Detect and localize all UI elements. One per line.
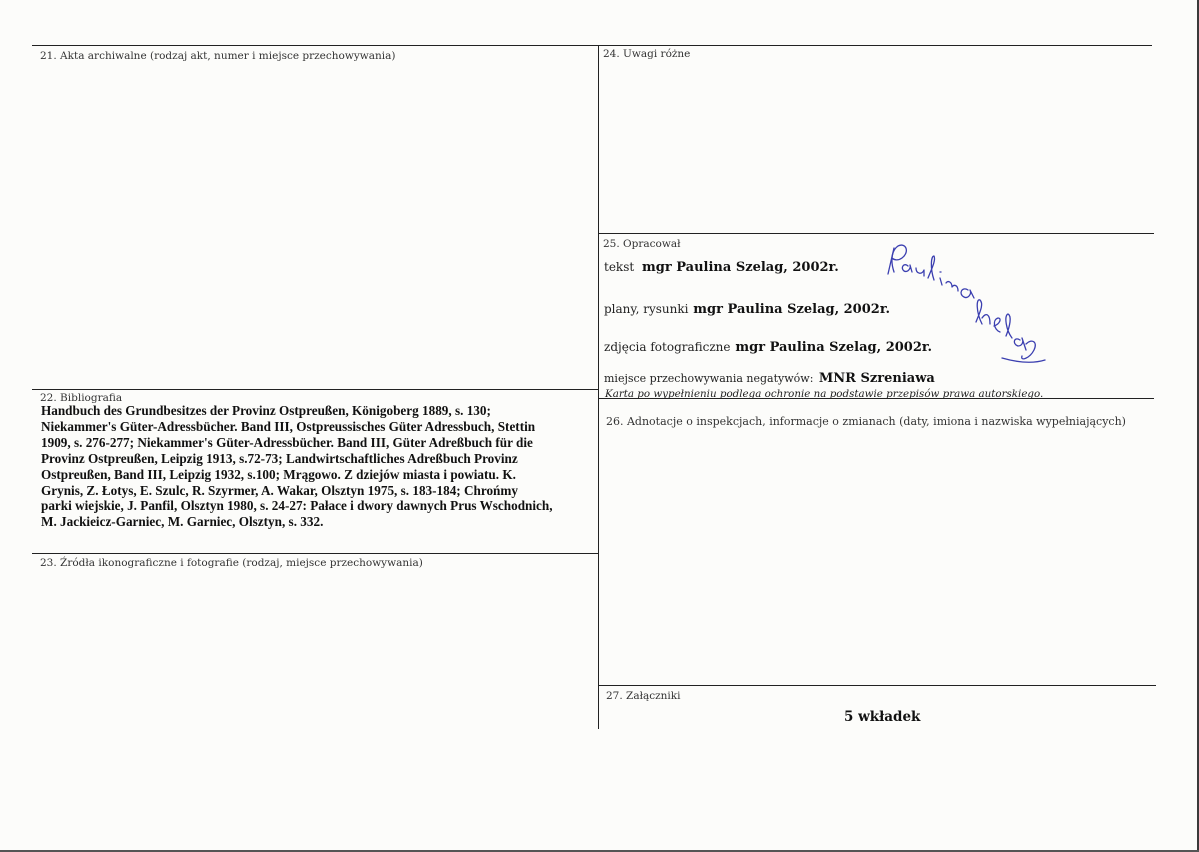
top-border-line xyxy=(32,45,1152,46)
section-26-label: 26. Adnotacje o inspekcjach, informacje o zmianach (daty, imiona i nazwiska wypełniających) xyxy=(606,415,1126,428)
author-text-label: tekst xyxy=(604,260,635,274)
section-22-label: 22. Bibliografia xyxy=(40,392,123,404)
negatives-row xyxy=(604,371,935,386)
author-photos-value: mgr Paulina Szelag, 2002r. xyxy=(735,340,933,355)
section-24-label: 24. Uwagi różne xyxy=(603,48,691,60)
divider-22-23 xyxy=(32,553,598,554)
attachments-value: 5 wkładek xyxy=(844,709,921,725)
handwritten-signature xyxy=(880,238,1050,373)
divider-21-22 xyxy=(32,389,598,390)
section-21-label: 21. Akta archiwalne (rodzaj akt, numer i miejsce przechowywania) xyxy=(40,50,396,62)
divider-24-25 xyxy=(598,233,1154,234)
author-plans-row xyxy=(604,302,890,317)
divider-26-27 xyxy=(598,685,1156,686)
section-27-label: 27. Załączniki xyxy=(606,690,681,702)
author-plans-label: plany, rysunki xyxy=(604,302,689,316)
author-plans-value: mgr Paulina Szelag, 2002r. xyxy=(693,302,891,317)
bibliography-text: Handbuch des Grundbesitzes der Provinz Ostpreußen, Königoberg 1889, s. 130; Niekammer's Güter-Adressbücher. Band III, Ostpreussisches Güter Adressbuch, Stettin 1909, s. 276-277; Niekammer's Güter-Adressbücher. Band III, Güter Adreßbuch für die Provinz Ostpreußen, Leipzig 1913, s.72-73; Landwirtschaftliches Adreßbuch Provinz Ostpreußen, Band III, Leipzig 1932, s.100; Mrągowo. Z dziejów miasta i powiatu. K. Grynis, Z. Łotys, E. Szulc, R. Szyrmer, A. Wakar, Olsztyn 1975, s. 183-184; Chrońmy parki wiejskie, J. Panfil, Olsztyn 1980, s. 24-27: Pałace i dwory dawnych Prus Wschodnich, M. Jackieicz-Garniec, M. Garniec, Olsztyn, s. 332. xyxy=(41,403,553,530)
author-photos-label: zdjęcia fotograficzne xyxy=(604,340,731,354)
center-divider-line xyxy=(598,45,599,729)
author-text-row xyxy=(604,260,839,275)
negatives-label: miejsce przechowywania negatywów: xyxy=(604,372,814,385)
negatives-value: MNR Szreniawa xyxy=(818,371,935,386)
copyright-note: Karta po wypełnieniu podlega ochronie na podstawie przepisów prawa autorskiego. xyxy=(605,388,1044,400)
author-text-value: mgr Paulina Szelag, 2002r. xyxy=(642,260,839,275)
section-25-label: 25. Opracował xyxy=(603,238,681,250)
section-23-label: 23. Źródła ikonograficzne i fotografie (rodzaj, miejsce przechowywania) xyxy=(40,557,423,569)
